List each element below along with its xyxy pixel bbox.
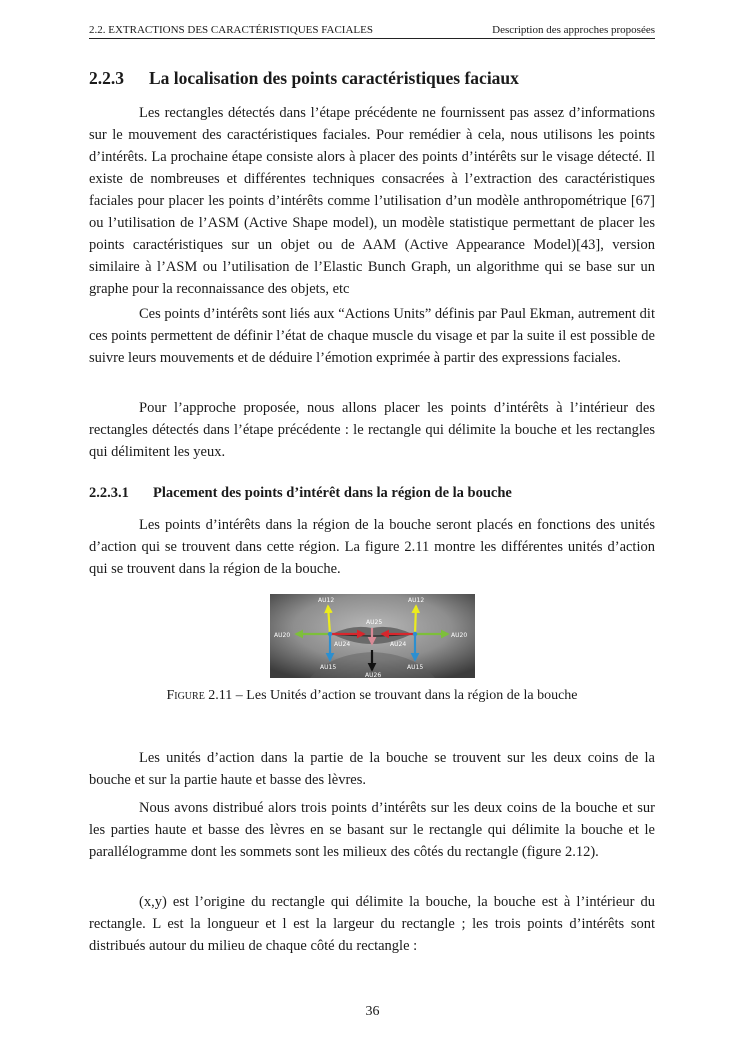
au20-left-label: AU20 (274, 632, 291, 639)
subsection-number: 2.2.3.1 (89, 485, 129, 501)
right-corner-point (413, 632, 417, 636)
paragraph-mouth-units: Les unités d’action dans la partie de la bouche se trouvent sur les deux coins de la bouche et sur la partie haute et basse des lèvres. (89, 750, 655, 788)
au24-right-label: AU24 (390, 641, 407, 648)
au20-right-label: AU20 (451, 632, 468, 639)
au25-label: AU25 (366, 619, 383, 626)
section-title: La localisation des points caractéristiques faciaux (149, 68, 519, 88)
left-corner-point (328, 632, 332, 636)
figure-caption-label: Figure 2.11 (166, 688, 233, 703)
paragraph-action-units: Ces points d’intérêts sont liés aux “Actions Units” définis par Paul Ekman, autrement dit ces points permettent de définir l’état de chaque muscle du visage et par la suite il est possible de suivre leurs mouvements et de déduire l’émotion exprimée à partir des expressions faciales. (89, 306, 655, 366)
au12-left-label: AU12 (318, 597, 335, 604)
header-title: Description des approches proposées (492, 24, 655, 36)
header-chapter: 2.2. EXTRACTIONS DES CARACTÉRISTIQUES FACIALES (89, 24, 373, 36)
paragraph-intro: Les rectangles détectés dans l’étape précédente ne fournissent pas assez d’informations sur le mouvement des caractéristiques faciales. Pour remédier à cela, nous utilisons les points d’intérêts. La prochaine étape consiste alors à placer des points d’intérêts sur le visage détecté. Il existe de nombreuses et différentes techniques consacrées à l’extraction des caractéristiques faciales pour placer les points d’intérêts comme l’utilisation d’un modèle anthropométrique [67] ou l’utilisation de l’ASM (Active Shape model), un modèle statistique permettant de placer les points caractéristiques sur un objet ou de AAM (Active Appearance Model)[43], version similaire à l’ASM ou l’utilisation de l’Elastic Bunch Graph, un algorithme qui se base sur un graphe pour la reconnaissance des objets, etc (89, 105, 655, 297)
subsection-heading (89, 485, 512, 502)
mouth-action-units-figure (270, 594, 475, 678)
section-heading (89, 68, 519, 89)
figure-caption-text: – Les Unités d’action se trouvant dans la région de la bouche (232, 688, 578, 703)
section-number: 2.2.3 (89, 68, 124, 88)
page-number: 36 (365, 1004, 380, 1019)
au15-left-label: AU15 (320, 664, 337, 671)
paragraph-mouth-region: Les points d’intérêts dans la région de la bouche seront placés en fonctions des unités d’action qui se trouvent dans cette région. La figure 2.11 montre les différentes unités d’action qui se trouvent dans la région de la bouche. (89, 517, 655, 577)
paragraph-approach: Pour l’approche proposée, nous allons placer les points d’intérêts à l’intérieur des rectangles détectés dans l’étape précédente : le rectangle qui délimite la bouche et les rectangles qui délimitent les yeux. (89, 400, 655, 460)
running-header (89, 24, 655, 39)
figure-caption (89, 688, 655, 704)
au26-label: AU26 (365, 672, 382, 678)
subsection-title: Placement des points d’intérêt dans la région de la bouche (153, 485, 512, 501)
paragraph-distribution: Nous avons distribué alors trois points d’intérêts sur les deux coins de la bouche et sur les parties haute et basse des lèvres en se basant sur le rectangle qui délimite la bouche et le parallélogramme dont les sommets sont les milieux des côtés du rectangle (figure 2.12). (89, 800, 655, 860)
au12-right-arrow (415, 606, 416, 634)
au12-right-label: AU12 (408, 597, 425, 604)
au24-left-label: AU24 (334, 641, 351, 648)
au15-right-label: AU15 (407, 664, 424, 671)
paragraph-rectangle-origin: (x,y) est l’origine du rectangle qui délimite la bouche, la bouche est à l’intérieur du rectangle. L est la longueur et l est la largeur du rectangle ; les trois points d’intérêts sont distribués autour du milieu de chaque côté du rectangle : (89, 894, 655, 954)
